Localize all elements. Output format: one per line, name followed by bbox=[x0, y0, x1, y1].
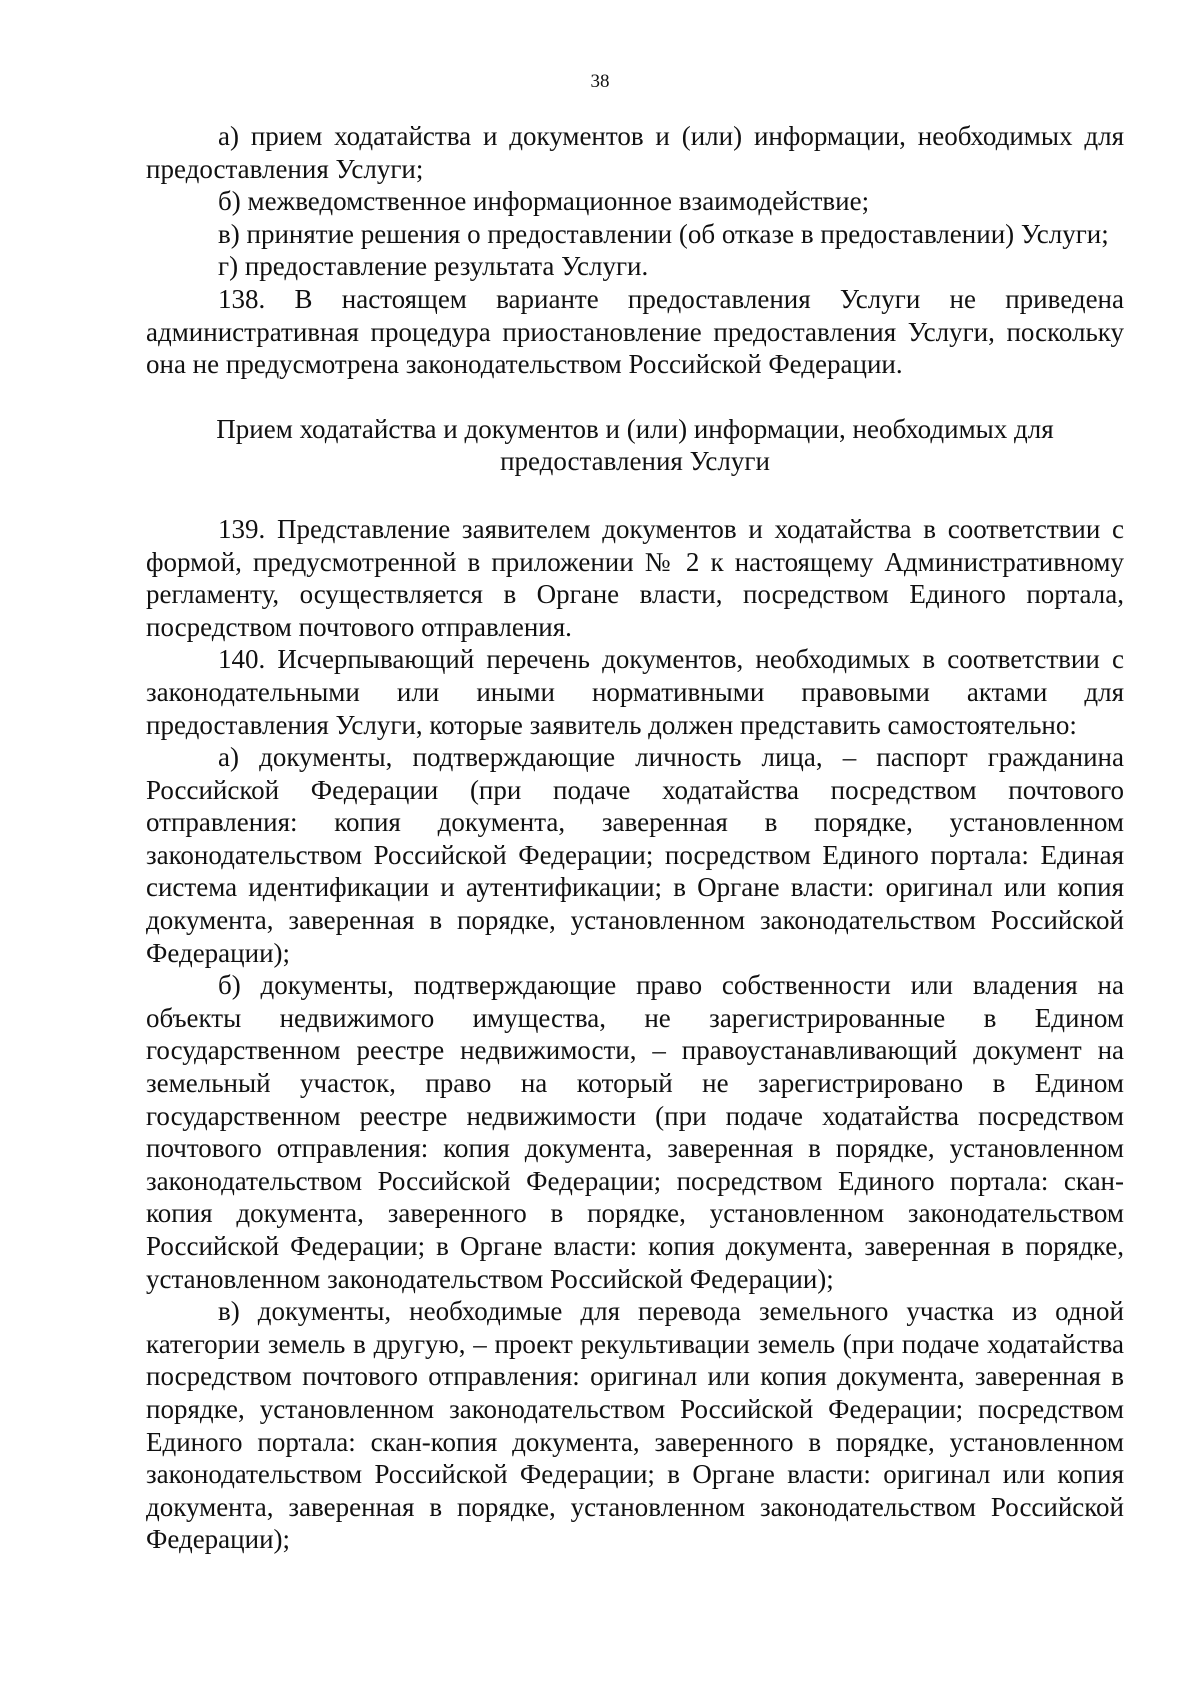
page-number: 38 bbox=[590, 71, 610, 92]
paragraph-item-g: г) предоставление результата Услуги. bbox=[218, 251, 649, 282]
paragraph-140-item-a: а) документы, подтверждающие личность лица, – паспорт гражданина Российской Федерации (при подаче ходатайства посредством почтового отправления: копия документа, заверенная в порядке, установленном законодательством Российской Федерации; посредством Единого портала: Единая система идентификации и аутентификации; в Органе власти: оригинал или копия документа, заверенная в порядке, установленном законодательством Российской Федерации); bbox=[146, 742, 1124, 968]
paragraph-140: 140. Исчерпывающий перечень документов, необходимых в соответствии с законодательными или иными нормативными правовыми актами для предоставления Услуги, которые заявитель должен представить самостоятельно: bbox=[146, 644, 1124, 740]
paragraph-138: 138. В настоящем варианте предоставления Услуги не приведена административная процедура приостановление предоставления Услуги, поскольку она не предусмотрена законодательством Российской Федерации. bbox=[146, 283, 1124, 380]
paragraph-139: 139. Представление заявителем документов и ходатайства в соответствии с формой, предусмотренной в приложении № 2 к настоящему Административному регламенту, осуществляется в Органе власти, посредством Единого портала, посредством почтового отправления. bbox=[146, 513, 1124, 642]
section-heading bbox=[146, 413, 1124, 478]
section-heading-line-2: предоставления Услуги bbox=[500, 446, 770, 477]
paragraph-140-item-b: б) документы, подтверждающие право собственности или владения на объекты недвижимого имущества, не зарегистрированные в Едином государственном реестре недвижимости, – правоустанавливающий документ на земельный участок, право на который не зарегистрировано в Едином государственном реестре недвижимости (при подаче ходатайства посредством почтового отправления: копия документа, заверенная в порядке, установленном законодательством Российской Федерации; посредством Единого портала: скан-копия документа, заверенного в порядке, установленном законодательством Российской Федерации; в Органе власти: копия документа, заверенная в порядке, установленном законодательством Российской Федерации); bbox=[146, 970, 1124, 1294]
paragraph-item-v: в) принятие решения о предоставлении (об отказе в предоставлении) Услуги; bbox=[218, 218, 1109, 249]
section-heading-line-1: Прием ходатайства и документов и (или) информации, необходимых для bbox=[216, 413, 1054, 444]
document-body bbox=[146, 120, 1124, 1556]
paragraph-item-b: б) межведомственное информационное взаимодействие; bbox=[218, 186, 870, 217]
paragraph-140-item-v: в) документы, необходимые для перевода земельного участка из одной категории земель в другую, – проект рекультивации земель (при подаче ходатайства посредством почтового отправления: оригинал или копия документа, заверенная в порядке, установленном законодательством Российской Федерации; посредством Единого портала: скан-копия документа, заверенного в порядке, установленном законодательством Российской Федерации; в Органе власти: оригинал или копия документа, заверенная в порядке, установленном законодательством Российской Федерации); bbox=[146, 1296, 1124, 1555]
paragraph-item-a: а) прием ходатайства и документов и (или) информации, необходимых для предоставления Услуги; bbox=[146, 121, 1124, 184]
